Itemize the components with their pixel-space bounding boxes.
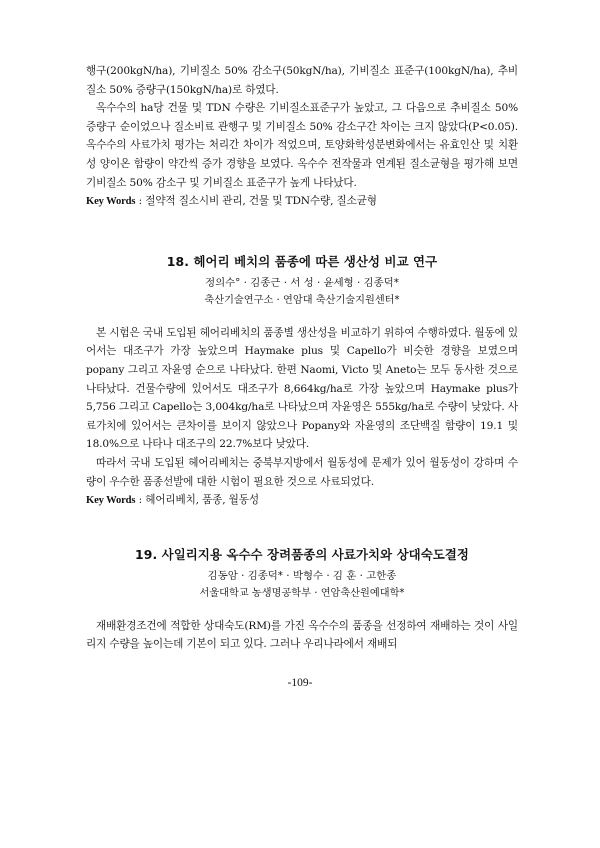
page-number: -109- xyxy=(287,677,313,689)
page-content xyxy=(86,62,518,654)
key-words-label: Key Words xyxy=(86,495,136,507)
section-19-authors: 김동암 · 김종덕* · 박형수 · 김 훈 · 고한종 xyxy=(207,569,397,582)
section-19-paragraph-1: 재배환경조건에 적합한 상대숙도(RM)를 가진 옥수수의 품종을 선정하여 재배하는 것이 사일리지 수량을 높이는데 기본이 되고 있다. 그러나 우리나라에서 재배되 xyxy=(86,619,518,651)
section-18-paragraph-1: 본 시험은 국내 도입된 헤어리베치의 품종별 생산성을 비교하기 위하여 수행하였다. 월동에 있어서는 대조구가 가장 높았으며 Haymake plus 및 Capello가 비슷한 경향을 보였으며 popany 그리고 자윤영 순으로 나타났다. 한편 Naomi, Victo 및 Aneto는 모두 동사한 것으로 나타났다. 건물수량에 있어서도 대조구가 8,664kg/ha로 가장 높았으며 Haymake plus가 5,756 그리고 Capello는 3,004kg/ha로 나타났으며 자윤영은 555kg/ha로 수량이 낮았다. 사료가치에 있어서는 큰차이를 보이지 않았으나 Popany와 자윤영의 조단백질 함량이 19.1 및 18.0%으로 나타나 대조구의 22.7%보다 낮았다. xyxy=(86,326,518,451)
top-key-words xyxy=(86,192,518,212)
section-18-authors: 정의수° · 김종근 · 서 성 · 윤세형 · 김종덕* xyxy=(205,276,399,289)
section-18-affiliation: 축산기술연구소 · 연암대 축산기술지원센터* xyxy=(204,294,400,306)
key-words-text: : 절약적 질소시비 관리, 건물 및 TDN수량, 질소균형 xyxy=(138,195,377,208)
section-18-paragraph-2: 따라서 국내 도입된 헤어리베치는 중북부지방에서 월동성에 문제가 있어 월동성이 강하며 수량이 우수한 품종선발에 대한 시험이 필요한 것으로 사료되었다. xyxy=(86,456,518,488)
top-paragraph-1: 행구(200kgN/ha), 기비질소 50% 감소구(50kgN/ha), 기비질소 표준구(100kgN/ha), 추비질소 50% 증량구(150kgN/ha)로 하였다. xyxy=(86,65,518,96)
section-18-key-words xyxy=(86,491,518,511)
key-words-label: Key Words xyxy=(86,196,136,208)
section-19-title: 19. 사일리지용 옥수수 장려품종의 사료가치와 상대숙도결정 xyxy=(135,546,469,562)
section-19-affiliation: 서울대학교 농생명공학부 · 연암축산원예대학* xyxy=(199,587,405,599)
section-18-title: 18. 헤어리 베치의 품종에 따른 생산성 비교 연구 xyxy=(166,253,438,269)
key-words-text: : 헤어리베치, 품종, 월동성 xyxy=(138,494,259,507)
top-paragraph-2: 옥수수의 ha당 건물 및 TDN 수량은 기비질소표준구가 높았고, 그 다음으로 추비질소 50% 증량구 순이었으나 질소비료 관행구 및 기비질소 50% 감소구간 차이는 크지 않았다(P<0.05). 옥수수의 사료가치 평가는 처리간 차이가 적었으며, 토양화학성분변화에서는 유효인산 및 치환성 양이온 함량이 약간씩 증가 경향을 보였다. 옥수수 전작물과 연계된 질소균형을 평가해 보면 기비질소 50% 감소구 및 기비질소 표준구가 높게 나타났다. xyxy=(86,102,518,189)
